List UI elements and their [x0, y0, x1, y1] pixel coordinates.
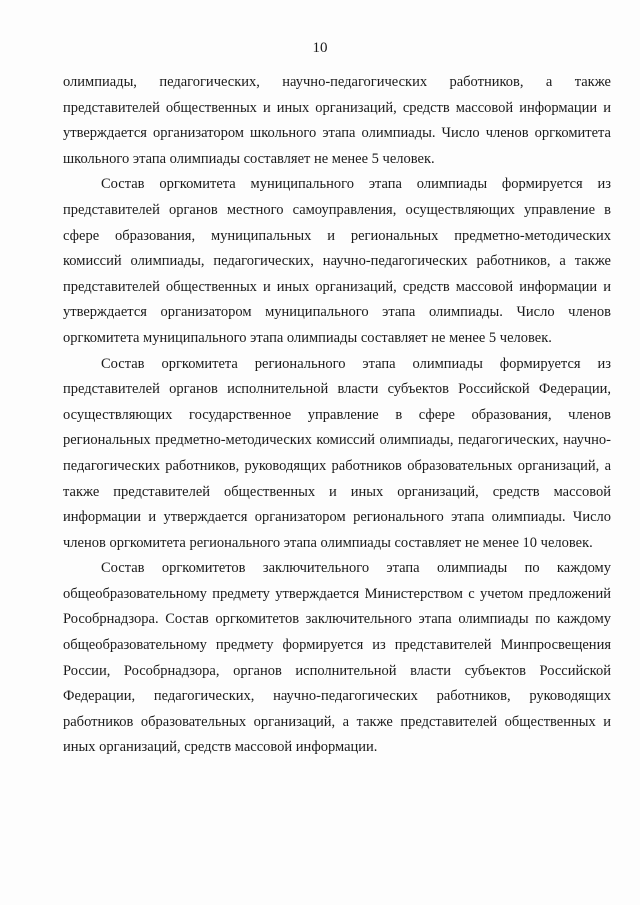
page-number: 10 — [312, 40, 328, 56]
paragraph-final-stage: Состав оргкомитетов заключительного этапа олимпиады по каждому общеобразовательному предмету утверждается Министерством с учетом предложений Рособрнадзора. Состав оргкомитетов заключительного этапа олимпиады по каждому общеобразовательному предмету формируется из представителей Минпросвещения России, Рособрнадзора, органов исполнительной власти субъектов Российской Федерации, педагогических, научно-педагогических работников, руководящих работников образовательных организаций, а также представителей общественных и иных организаций, средств массовой информации. — [63, 560, 611, 756]
paragraph-regional-stage: Состав оргкомитета регионального этапа олимпиады формируется из представителей органов исполнительной власти субъектов Российской Федерации, осуществляющих государственное управление в сфере образования, членов региональных предметно-методических комиссий олимпиады, педагогических, научно-педагогических работников, руководящих работников образовательных организаций, а также представителей общественных и иных организаций, средств массовой информации и утверждается организатором регионального этапа олимпиады. Число членов оргкомитета регионального этапа олимпиады составляет не менее 10 человек. — [63, 355, 611, 551]
paragraph-school-stage-end: олимпиады, педагогических, научно-педагогических работников, а также представителей общественных и иных организаций, средств массовой информации и утверждается организатором школьного этапа олимпиады. Число членов оргкомитета школьного этапа олимпиады составляет не менее 5 человек. — [63, 74, 611, 167]
document-body — [63, 70, 611, 761]
paragraph-municipal-stage: Состав оргкомитета муниципального этапа олимпиады формируется из представителей органов местного самоуправления, осуществляющих управление в сфере образования, муниципальных и региональных предметно-методических комиссий олимпиады, педагогических, научно-педагогических работников, а также представителей общественных и иных организаций, средств массовой информации и утверждается организатором муниципального этапа олимпиады. Число членов оргкомитета муниципального этапа олимпиады составляет не менее 5 человек. — [63, 176, 611, 346]
